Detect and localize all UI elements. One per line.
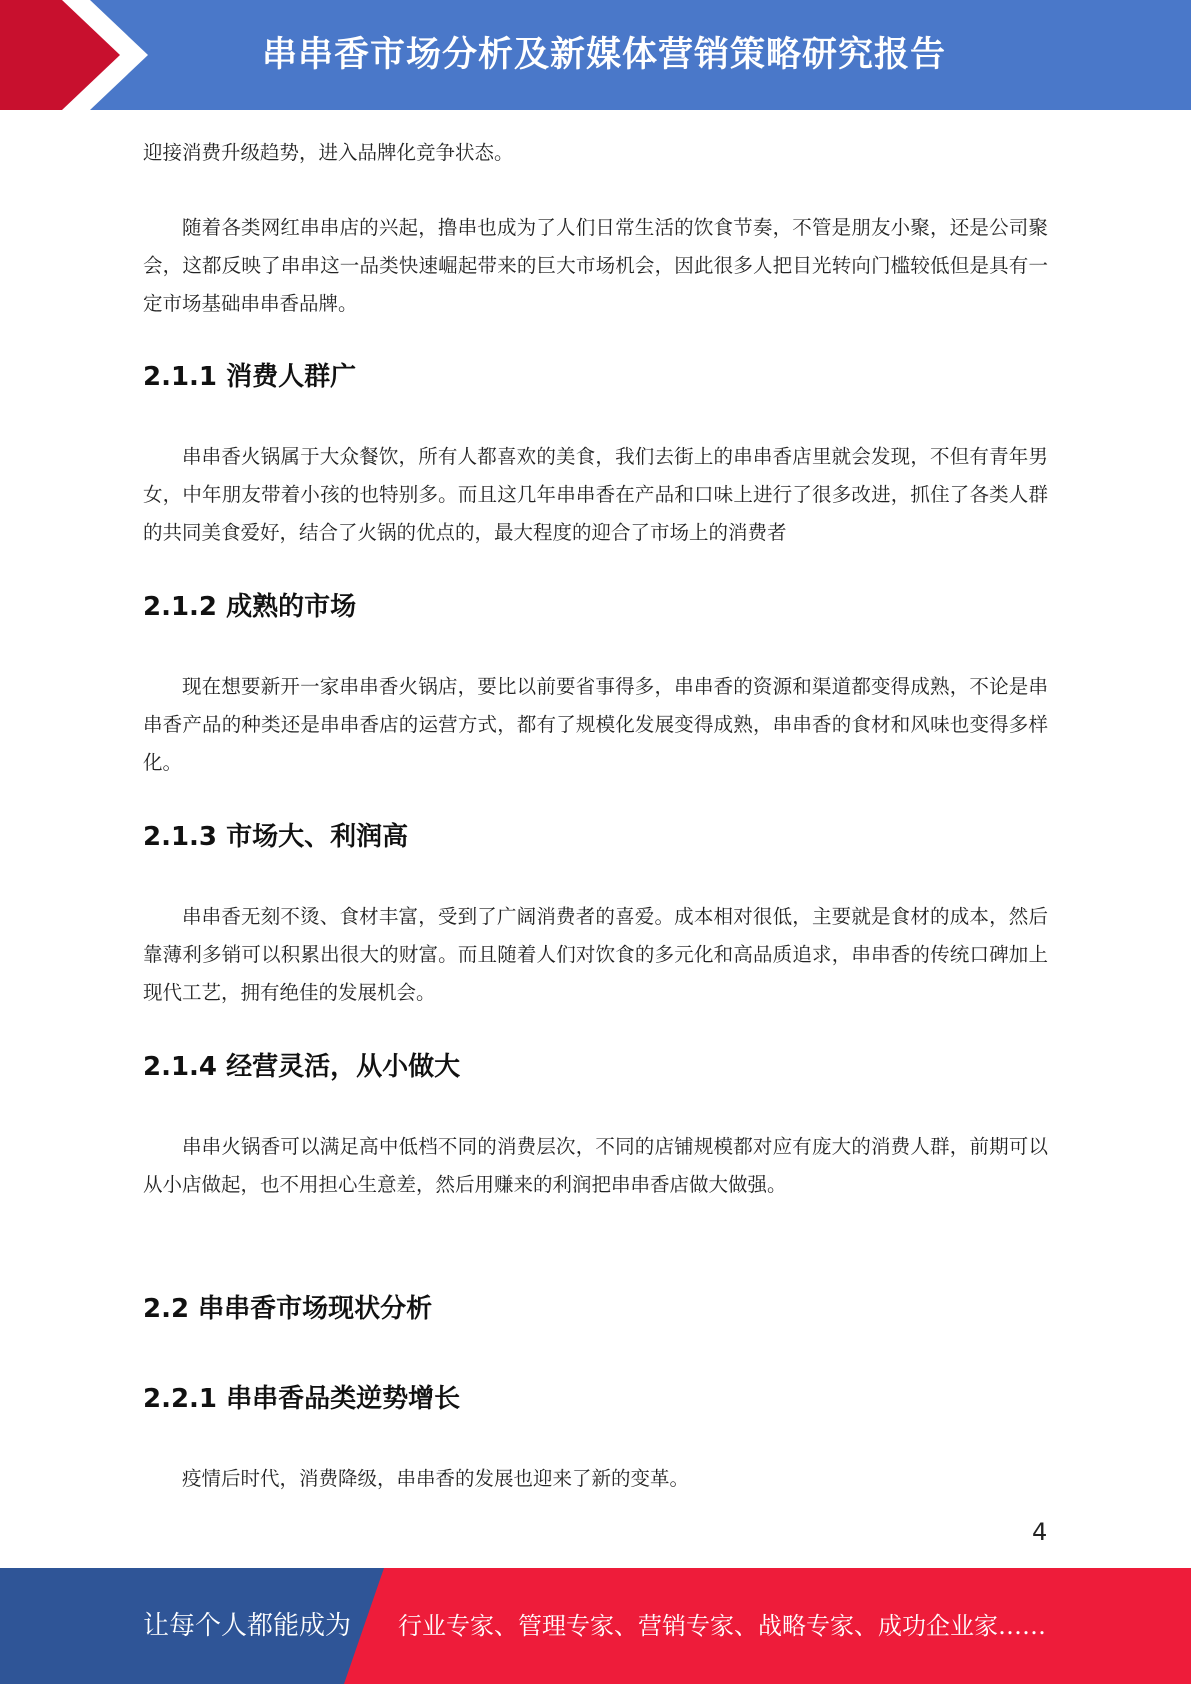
heading-2-1-2: 2.1.2 成熟的市场 — [143, 592, 357, 622]
page-footer — [0, 1568, 1191, 1684]
heading-2-1-4: 2.1.4 经营灵活，从小做大 — [143, 1052, 461, 1082]
page-header — [0, 0, 1191, 110]
heading-2-2-1: 2.2.1 串串香品类逆势增长 — [143, 1384, 461, 1414]
paragraph-high-profit: 串串香无刻不烫、食材丰富，受到了广阔消费者的喜爱。成本相对很低，主要就是食材的成本，然后靠薄利多销可以积累出很大的财富。而且随着人们对饮食的多元化和高品质追求，串串香的传统口碑加上现代工艺，拥有绝佳的发展机会。 — [143, 905, 1048, 1004]
report-title: 串串香市场分析及新媒体营销策略研究报告 — [262, 35, 947, 75]
footer-slogan-left: 让每个人都能成为 — [143, 1611, 352, 1641]
page-number: 4 — [1032, 1518, 1048, 1546]
heading-2-1-1: 2.1.1 消费人群广 — [143, 362, 357, 392]
paragraph-market-opportunity: 随着各类网红串串店的兴起，撸串也成为了人们日常生活的饮食节奏，不管是朋友小聚，还是公司聚会，这都反映了串串这一品类快速崛起带来的巨大市场机会，因此很多人把目光转向门槛较低但是具有一定市场基础串串香品牌。 — [143, 216, 1048, 315]
heading-2-2: 2.2 串串香市场现状分析 — [143, 1294, 433, 1324]
paragraph-flexible-operation: 串串火锅香可以满足高中低档不同的消费层次，不同的店铺规模都对应有庞大的消费人群，前期可以从小店做起，也不用担心生意差，然后用赚来的利润把串串香店做大做强。 — [143, 1135, 1048, 1196]
paragraph-post-pandemic: 疫情后时代，消费降级，串串香的发展也迎来了新的变革。 — [182, 1467, 690, 1490]
footer-slogan-right: 行业专家、管理专家、营销专家、战略专家、成功企业家…… — [398, 1612, 1046, 1640]
heading-2-1-3: 2.1.3 市场大、利润高 — [143, 822, 409, 852]
paragraph-consumer-groups: 串串香火锅属于大众餐饮，所有人都喜欢的美食，我们去街上的串串香店里就会发现，不但有青年男女，中年朋友带着小孩的也特别多。而且这几年串串香在产品和口味上进行了很多改进，抓住了各类人群的共同美食爱好，结合了火锅的优点的，最大程度的迎合了市场上的消费者 — [143, 445, 1048, 544]
paragraph-mature-market: 现在想要新开一家串串香火锅店，要比以前要省事得多，串串香的资源和渠道都变得成熟，不论是串串香产品的种类还是串串香店的运营方式，都有了规模化发展变得成熟，串串香的食材和风味也变得多样化。 — [143, 675, 1048, 774]
paragraph-intro: 迎接消费升级趋势，进入品牌化竞争状态。 — [143, 141, 514, 164]
